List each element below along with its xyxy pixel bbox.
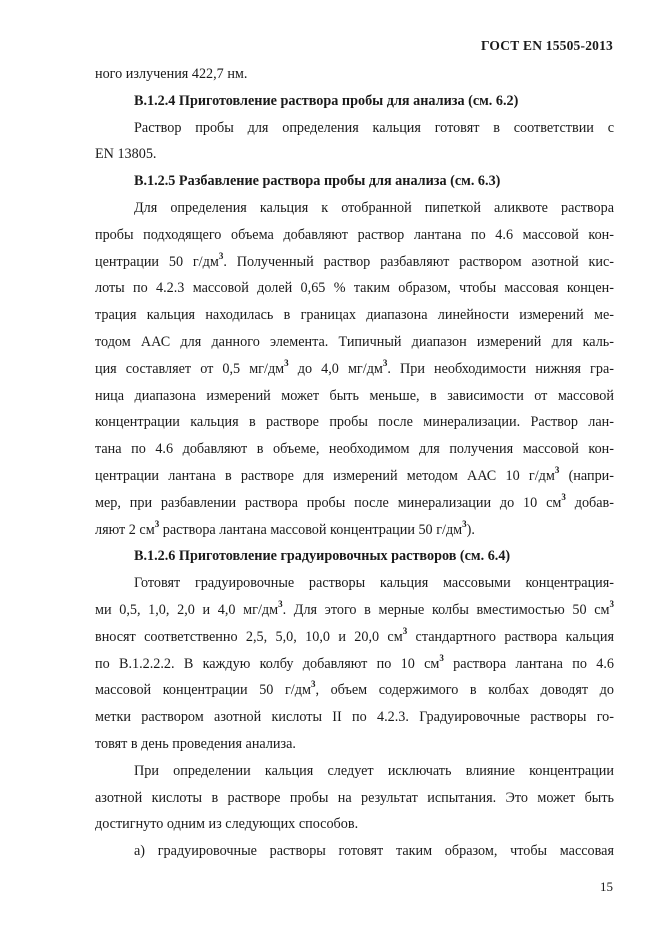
text-line: ция составляет от 0,5 $мг/дм^3$ до 4,0 $мг/дм^3$. При необходимости нижняя гра- — [95, 357, 614, 377]
text-line: При определении кальция следует исключать влияние концентрации — [134, 762, 614, 779]
document-header: ГОСТ EN 15505-2013 — [480, 38, 613, 53]
text-line: центрации лантана в растворе для измерений методом ААС 10 $г/дм^3$ (напри- — [95, 464, 614, 484]
text-line: центрации 50 $г/дм^3$. Полученный раствор разбавляют раствором азотной кис- — [95, 250, 614, 270]
text-line: а) градуировочные растворы готовят таким образом, чтобы массовая — [134, 843, 614, 860]
section-heading: В.1.2.6 Приготовление градуировочных растворов (см. 6.4) — [134, 548, 511, 565]
text-line: массовой концентрации 50 $г/дм^3$, объем содержимого в колбах доводят до — [95, 679, 614, 699]
text-line: вносят соответственно 2,5, 5,0, 10,0 и 20,0 $см^3$ стандартного раствора кальция — [95, 625, 615, 645]
text-line: ляют 2 $см^3$ раствора лантана массовой концентрации 50 $г/дм^3$). — [95, 518, 475, 538]
text-line: ми 0,5, 1,0, 2,0 и 4,0 $мг/дм^3$. Для этого в мерные колбы вместимостью 50 $см^3$ — [95, 598, 614, 618]
section-heading: В.1.2.4 Приготовление раствора пробы для анализа (см. 6.2) — [134, 92, 519, 109]
text-line: пробы подходящего объема добавляют раствор лантана по 4.6 массовой кон- — [95, 226, 614, 243]
page-number: 15 — [600, 879, 613, 894]
text-line: по В.1.2.2.2. В каждую колбу добавляют по 10 $см^3$ раствора лантана по 4.6 — [95, 652, 614, 672]
document-body — [95, 61, 614, 865]
text-line: Для определения кальция к отобранной пипеткой аликвоте раствора — [134, 199, 614, 216]
text-line: EN 13805. — [95, 146, 157, 163]
text-line: Готовят градуировочные растворы кальция массовыми концентрация- — [134, 575, 614, 592]
text-line: мер, при разбавлении раствора пробы после минерализации до 10 $см^3$ добав- — [95, 491, 614, 511]
text-line: концентрации кальция в растворе пробы после минерализации. Раствор лан- — [95, 414, 614, 431]
text-line: Раствор пробы для определения кальция готовят в соответствии с — [134, 119, 614, 136]
text-line: тодом ААС для данного элемента. Типичный диапазон измерений для каль- — [95, 333, 614, 350]
text-line: товят в день проведения анализа. — [95, 735, 296, 752]
text-line: тана по 4.6 добавляют в объеме, необходимом для получения массовой кон- — [95, 441, 614, 458]
text-line: ного излучения 422,7 нм. — [95, 66, 248, 82]
text-line: метки раствором азотной кислоты II по 4.2.3. Градуировочные растворы го- — [95, 709, 614, 726]
text-line: азотной кислоты в растворе пробы на результат испытания. Это может быть — [95, 789, 614, 806]
text-line: трация кальция находилась в границах диапазона линейности измерений ме- — [95, 307, 614, 324]
text-line: ница диапазона измерений может быть меньше, в зависимости от массовой — [95, 387, 614, 404]
text-line: лоты по 4.2.3 массовой долей 0,65 % таким образом, чтобы массовая концен- — [95, 280, 614, 297]
text-line: достигнуто одним из следующих способов. — [95, 816, 359, 833]
section-heading: В.1.2.5 Разбавление раствора пробы для анализа (см. 6.3) — [134, 173, 501, 190]
